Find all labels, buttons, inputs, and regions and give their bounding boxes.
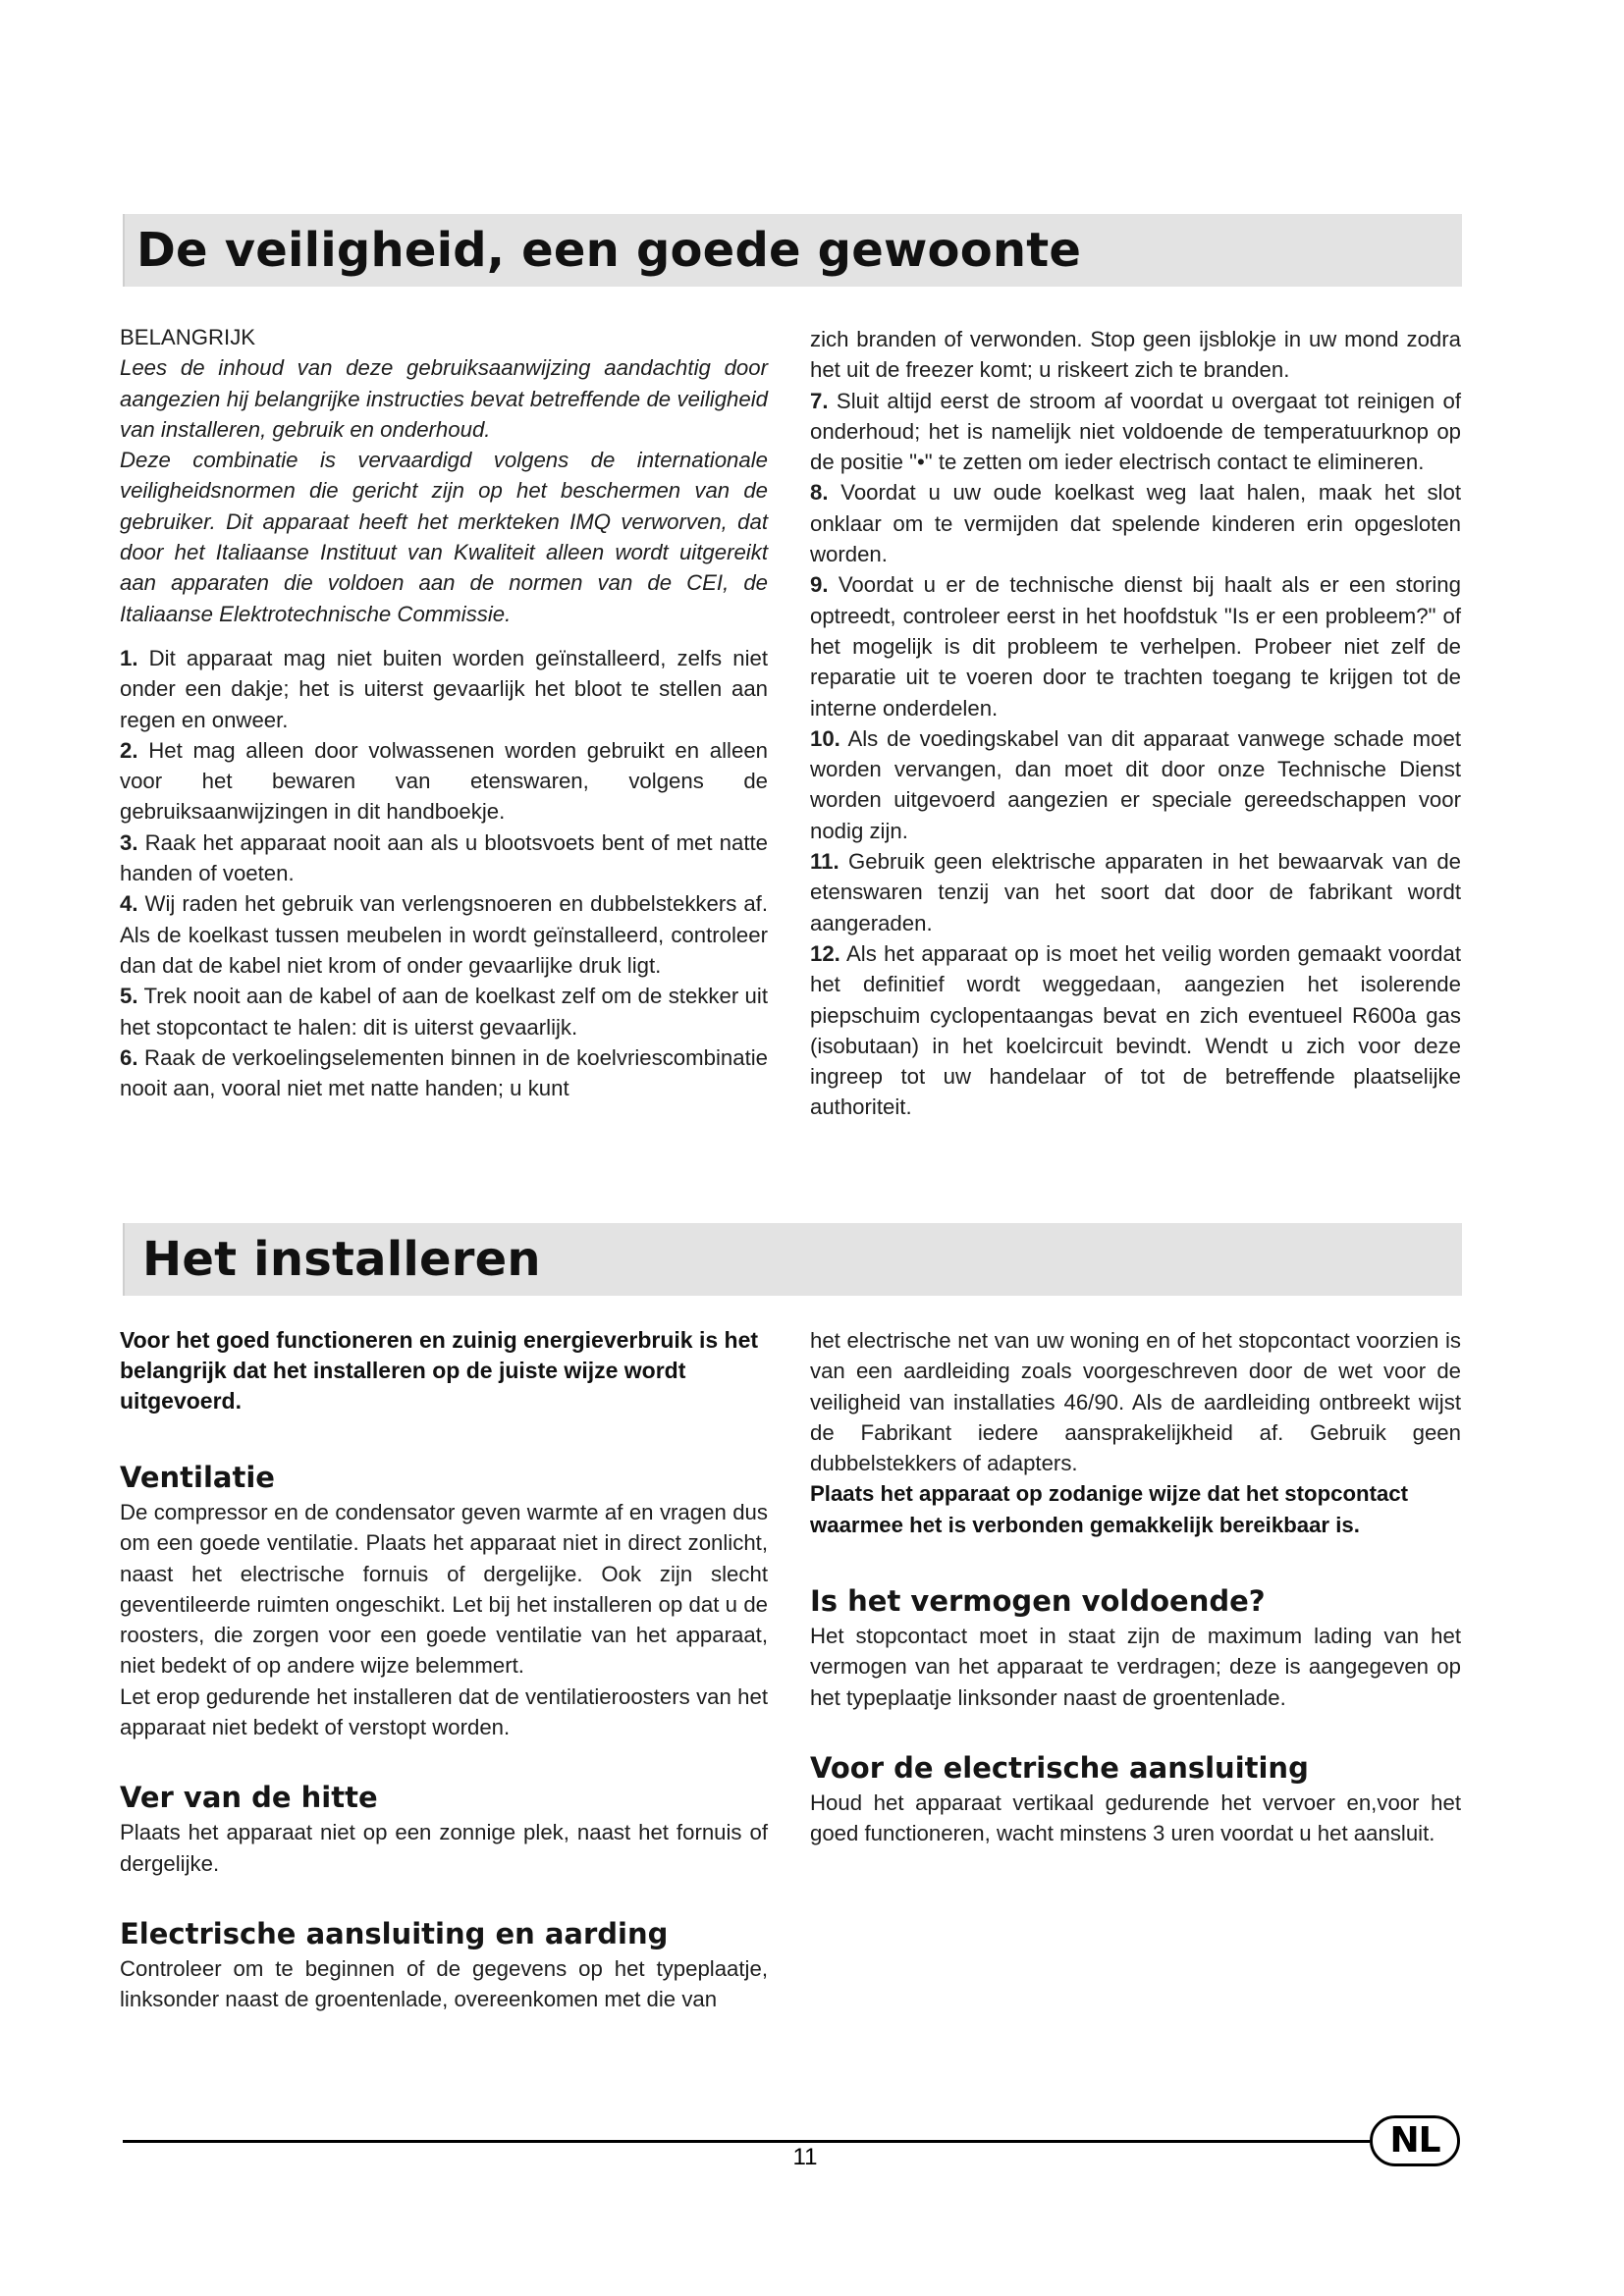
page-number: 11 — [792, 2144, 818, 2170]
item-text: Als de voedingskabel van dit apparaat vanwege schade moet worden vervangen, dan moet dit door onze Technische Dienst worden uitgevoerd aangezien er speciale gereedschappen voor nodig zijn. — [810, 725, 1461, 843]
item-text: Voordat u uw oude koelkast weg laat halen, maak het slot onklaar om te vermijden dat spelende kinderen erin opgesloten worden. — [810, 480, 1461, 567]
heading-hitte: Ver van de hitte — [120, 1781, 378, 1815]
safety-right-column — [810, 324, 1461, 1123]
safety-item-3 — [120, 828, 768, 889]
ventilatie-text-2: Let erop gedurende het installeren dat de ventilatieroosters van het apparaat niet bedekt of verstopt worden. — [120, 1683, 768, 1740]
item-number: 7. — [810, 388, 829, 413]
installation-left-column — [120, 1325, 768, 2015]
section-header-safety — [123, 214, 1462, 287]
item-number: 12. — [810, 940, 840, 966]
installation-right-column — [810, 1325, 1461, 1849]
safety-item-5 — [120, 981, 768, 1042]
heading-aansluiting: Electrische aansluiting en aarding — [120, 1916, 669, 1950]
important-label: BELANGRIJK — [120, 325, 256, 349]
item-text: Trek nooit aan de kabel of aan de koelkast zelf om de stekker uit het stopcontact te halen: dit is uiterst gevaarlijk. — [120, 984, 768, 1040]
safety-item-6 — [120, 1042, 768, 1104]
safety-item-12 — [810, 938, 1461, 1123]
item-text: Raak de verkoelingselementen binnen in de koelvriescombinatie nooit aan, vooral niet met natte handen; u kunt — [120, 1044, 768, 1101]
item-number: 10. — [810, 725, 840, 751]
safety-item-4 — [120, 888, 768, 981]
heading-vermogen: Is het vermogen voldoende? — [810, 1584, 1266, 1619]
item-text: Wij raden het gebruik van verlengsnoeren en dubbelstekkers af. Als de koelkast tussen meubelen in wordt geïnstalleerd, controleer dan dat de kabel niet krom of onder gevaarlijke druk ligt. — [120, 891, 768, 978]
safety-item-10 — [810, 723, 1461, 846]
aansluiting-text-1: Controleer om te beginnen of de gegevens op het typeplaatje, linksonder naast de groentenlade, overeenkomen met die van — [120, 1955, 768, 2012]
safety-item-11 — [810, 846, 1461, 938]
item-text: Voordat u er de technische dienst bij haalt als er een storing optreedt, controleer eerst in het hoofdstuk "Is er een probleem?" of het mogelijk is dit probleem te verhelpen. Probeer niet zelf de reparatie uit te voeren door te trachten toegang te krijgen tot de interne onderdelen. — [810, 572, 1461, 721]
safety-item-8 — [810, 477, 1461, 569]
safety-item-1 — [120, 643, 768, 735]
item-number: 9. — [810, 572, 829, 598]
safety-item-9 — [810, 569, 1461, 722]
aansluiting-text-continued: het electrische net van uw woning en of het stopcontact voorzien is van een aardleiding zoals voorgeschreven door de wet voor de veiligheid van installaties 46/90. Als de aardleiding ontbreekt wijst de Fabrikant iedere aansprakelijkheid af. Gebruik geen dubbelstekkers of adapters. — [810, 1328, 1461, 1476]
section-title-installation: Het installeren — [142, 1232, 541, 1287]
item-number: 11. — [810, 849, 839, 875]
heading-electrisch: Voor de electrische aansluiting — [810, 1750, 1309, 1785]
section-title-safety: De veiligheid, een goede gewoonte — [136, 223, 1082, 278]
item-number: 5. — [120, 984, 138, 1009]
item-text: Gebruik geen elektrische apparaten in het bewaarvak van de etenswaren tenzij van het soort dat door de fabrikant wordt aangeraden. — [810, 849, 1461, 935]
vermogen-text: Het stopcontact moet in staat zijn de maximum lading van het vermogen van het apparaat te verdragen; deze is aangegeven op het typeplaatje linksonder naast de groentenlade. — [810, 1624, 1461, 1710]
hitte-text: Plaats het apparaat niet op een zonnige plek, naast het fornuis of dergelijke. — [120, 1820, 768, 1876]
safety-item-2 — [120, 735, 768, 828]
item-number: 3. — [120, 829, 138, 855]
item-number: 2. — [120, 737, 138, 763]
item-text: Sluit altijd eerst de stroom af voordat u overgaat tot reinigen of onderhoud; het is namelijk niet voldoende de temperatuurknop op de positie "•" te zetten om ieder electrisch contact te elimineren. — [810, 388, 1461, 475]
heading-ventilatie: Ventilatie — [120, 1461, 275, 1494]
item-number: 1. — [120, 645, 138, 670]
ventilatie-text-1: De compressor en de condensator geven warmte af en vragen dus om een goede ventilatie. Plaats het apparaat niet in direct zonlicht, naast het electrische fornuis of dergelijke. Ook zijn slecht geventileerde ruimten ongeschikt. Let bij het installeren op dat u de roosters, die zorgen voor een goede ventilatie van het apparaat, niet bedekt of op andere wijze belemmert. — [120, 1500, 768, 1679]
item-number: 8. — [810, 480, 829, 506]
item-text: Het mag alleen door volwassenen worden gebruikt en alleen voor het bewaren van etenswaren, volgens de gebruiksaanwijzingen in dit handboekje. — [120, 737, 768, 825]
installation-intro: Voor het goed functioneren en zuinig energieverbruik is het belangrijk dat het installeren op de juiste wijze wordt uitgevoerd. — [120, 1327, 759, 1414]
safety-item-7 — [810, 386, 1461, 478]
item-text: Dit apparaat mag niet buiten worden geïnstalleerd, zelfs niet onder een dakje; het is uiterst gevaarlijk het bloot te stellen aan regen en onweer. — [120, 645, 768, 732]
safety-intro-2: Deze combinatie is vervaardigd volgens de internationale veiligheidsnormen die gericht zijn op het beschermen van de gebruiker. Dit apparaat heeft het merkteken IMQ verworven, dat door het Italiaanse Instituut van Kwaliteit alleen wordt uitgereikt aan apparaten die voldoen aan de normen van de CEI, de Italiaanse Elektrotechnische Commissie. — [120, 448, 768, 626]
safety-left-column — [120, 322, 768, 1103]
language-badge: NL — [1370, 2115, 1460, 2166]
item-number: 4. — [120, 891, 138, 917]
safety-item-6-continued: zich branden of verwonden. Stop geen ijsblokje in uw mond zodra het uit de freezer komt; u riskeert zich te branden. — [810, 327, 1461, 383]
section-header-installation — [123, 1223, 1462, 1296]
footer-rule — [123, 2140, 1370, 2143]
item-text: Als het apparaat op is moet het veilig worden gemaakt voordat het definitief wordt weggedaan, aangezien het isolerende piepschuim cyclopentaangas bevat en zich eventueel R600a gas (isobutaan) in het koelcircuit bevindt. Wendt u zich voor deze ingreep tot uw handelaar of tot de betreffende plaatselijke authoriteit. — [810, 940, 1461, 1120]
aansluiting-text-bold: Plaats het apparaat op zodanige wijze dat het stopcontact waarmee het is verbonden gemakkelijk bereikbaar is. — [810, 1481, 1409, 1537]
safety-intro-1: Lees de inhoud van deze gebruiksaanwijzing aandachtig door aangezien hij belangrijke instructies bevat betreffende de veiligheid van installeren, gebruik en onderhoud. — [120, 355, 768, 442]
item-number: 6. — [120, 1044, 138, 1070]
item-text: Raak het apparaat nooit aan als u blootsvoets bent of met natte handen of voeten. — [120, 829, 768, 886]
electrisch-text: Houd het apparaat vertikaal gedurende het vervoer en,voor het goed functioneren, wacht minstens 3 uren voordat u het aansluit. — [810, 1789, 1461, 1846]
